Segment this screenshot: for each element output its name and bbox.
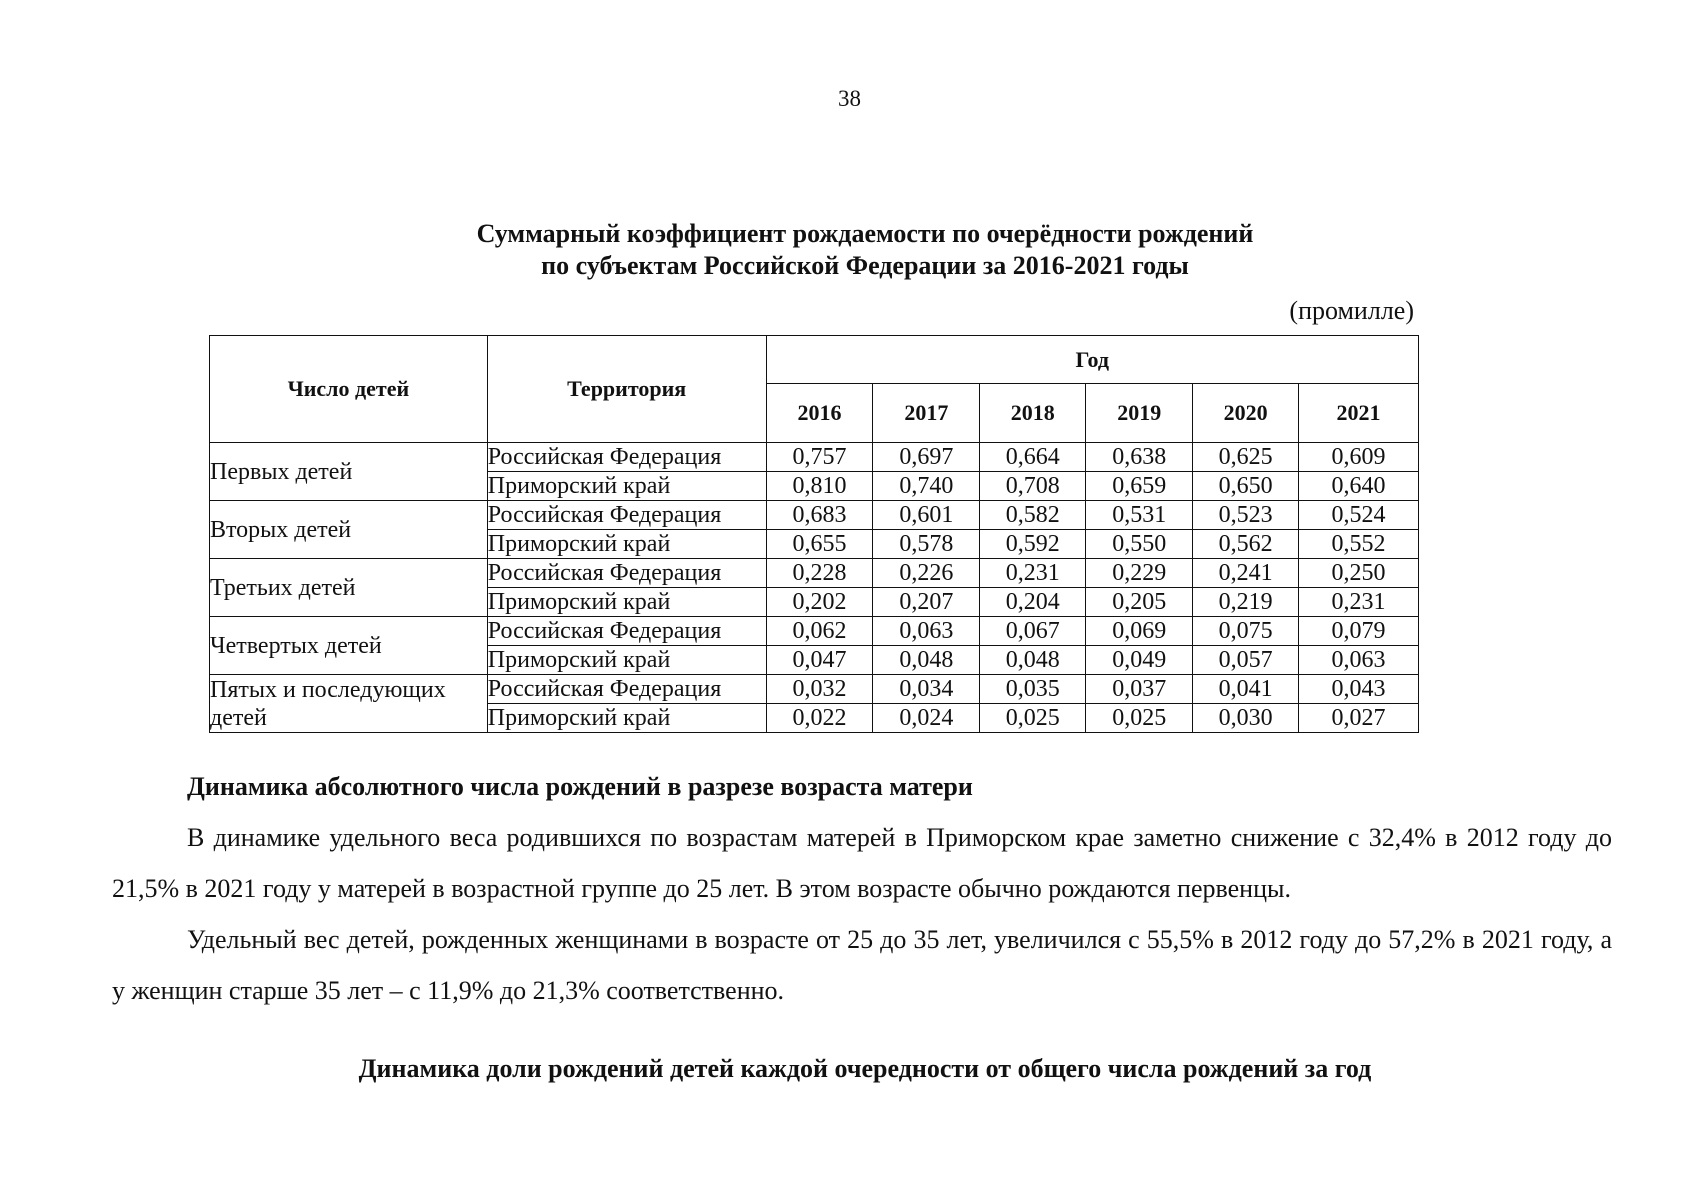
territory-cell: Приморский край bbox=[487, 530, 766, 559]
value-cell: 0,650 bbox=[1193, 472, 1299, 501]
bottom-heading: Динамика доли рождений детей каждой очередности от общего числа рождений за год bbox=[358, 1054, 1372, 1083]
header-year: 2018 bbox=[980, 384, 1086, 443]
value-cell: 0,640 bbox=[1299, 472, 1419, 501]
value-cell: 0,204 bbox=[980, 588, 1086, 617]
value-cell: 0,079 bbox=[1299, 617, 1419, 646]
value-cell: 0,057 bbox=[1193, 646, 1299, 675]
value-cell: 0,037 bbox=[1086, 675, 1193, 704]
value-cell: 0,810 bbox=[766, 472, 873, 501]
header-year: 2016 bbox=[766, 384, 873, 443]
value-cell: 0,205 bbox=[1086, 588, 1193, 617]
territory-cell: Приморский край bbox=[487, 588, 766, 617]
value-cell: 0,043 bbox=[1299, 675, 1419, 704]
value-cell: 0,030 bbox=[1193, 704, 1299, 733]
table-row bbox=[210, 501, 1419, 530]
value-cell: 0,683 bbox=[766, 501, 873, 530]
territory-cell: Российская Федерация bbox=[487, 443, 766, 472]
territory-cell: Российская Федерация bbox=[487, 617, 766, 646]
value-cell: 0,578 bbox=[873, 530, 980, 559]
value-cell: 0,226 bbox=[873, 559, 980, 588]
value-cell: 0,524 bbox=[1299, 501, 1419, 530]
value-cell: 0,562 bbox=[1193, 530, 1299, 559]
value-cell: 0,231 bbox=[980, 559, 1086, 588]
header-year: 2017 bbox=[873, 384, 980, 443]
territory-cell: Приморский край bbox=[487, 472, 766, 501]
header-year: 2021 bbox=[1299, 384, 1419, 443]
value-cell: 0,063 bbox=[873, 617, 980, 646]
value-cell: 0,069 bbox=[1086, 617, 1193, 646]
value-cell: 0,032 bbox=[766, 675, 873, 704]
table-row bbox=[210, 559, 1419, 588]
table-title bbox=[0, 218, 1699, 282]
value-cell: 0,250 bbox=[1299, 559, 1419, 588]
page-number: 38 bbox=[838, 86, 861, 111]
header-year: 2020 bbox=[1193, 384, 1299, 443]
value-cell: 0,049 bbox=[1086, 646, 1193, 675]
value-cell: 0,048 bbox=[980, 646, 1086, 675]
children-order-cell: Пятых и последующих детей bbox=[210, 675, 488, 733]
value-cell: 0,740 bbox=[873, 472, 980, 501]
value-cell: 0,550 bbox=[1086, 530, 1193, 559]
value-cell: 0,601 bbox=[873, 501, 980, 530]
children-order-cell: Четвертых детей bbox=[210, 617, 488, 675]
table-body bbox=[210, 443, 1419, 733]
header-year: 2019 bbox=[1086, 384, 1193, 443]
territory-cell: Приморский край bbox=[487, 704, 766, 733]
table-row bbox=[210, 675, 1419, 704]
children-order-cell: Третьих детей bbox=[210, 559, 488, 617]
value-cell: 0,024 bbox=[873, 704, 980, 733]
header-territory: Территория bbox=[487, 336, 766, 443]
territory-cell: Российская Федерация bbox=[487, 675, 766, 704]
table-row bbox=[210, 617, 1419, 646]
territory-cell: Российская Федерация bbox=[487, 559, 766, 588]
value-cell: 0,228 bbox=[766, 559, 873, 588]
value-cell: 0,655 bbox=[766, 530, 873, 559]
value-cell: 0,202 bbox=[766, 588, 873, 617]
value-cell: 0,697 bbox=[873, 443, 980, 472]
birth-rate-table bbox=[209, 335, 1419, 733]
value-cell: 0,025 bbox=[980, 704, 1086, 733]
value-cell: 0,035 bbox=[980, 675, 1086, 704]
territory-cell: Российская Федерация bbox=[487, 501, 766, 530]
paragraph-1: В динамике удельного веса родившихся по возрастам матерей в Приморском крае заметно снижение с 32,4% в 2012 году до 21,5% в 2021 году у матерей в возрастной группе до 25 лет. В этом возрасте обычно рождаются первенцы. bbox=[112, 823, 1612, 903]
value-cell: 0,625 bbox=[1193, 443, 1299, 472]
value-cell: 0,659 bbox=[1086, 472, 1193, 501]
table-title-line-1: Суммарный коэффициент рождаемости по очерёдности рождений bbox=[476, 219, 1254, 248]
paragraph-2: Удельный вес детей, рожденных женщинами в возрасте от 25 до 35 лет, увеличился с 55,5% в 2012 году до 57,2% в 2021 году, а у женщин старше 35 лет – с 11,9% до 21,3% соответственно. bbox=[112, 925, 1612, 1005]
value-cell: 0,062 bbox=[766, 617, 873, 646]
unit-note: (промилле) bbox=[1289, 296, 1414, 325]
value-cell: 0,047 bbox=[766, 646, 873, 675]
value-cell: 0,523 bbox=[1193, 501, 1299, 530]
value-cell: 0,609 bbox=[1299, 443, 1419, 472]
value-cell: 0,552 bbox=[1299, 530, 1419, 559]
value-cell: 0,034 bbox=[873, 675, 980, 704]
value-cell: 0,231 bbox=[1299, 588, 1419, 617]
value-cell: 0,063 bbox=[1299, 646, 1419, 675]
children-order-cell: Вторых детей bbox=[210, 501, 488, 559]
header-children-count: Число детей bbox=[210, 336, 488, 443]
value-cell: 0,207 bbox=[873, 588, 980, 617]
value-cell: 0,025 bbox=[1086, 704, 1193, 733]
value-cell: 0,241 bbox=[1193, 559, 1299, 588]
value-cell: 0,229 bbox=[1086, 559, 1193, 588]
value-cell: 0,022 bbox=[766, 704, 873, 733]
header-year-group: Год bbox=[766, 336, 1418, 384]
territory-cell: Приморский край bbox=[487, 646, 766, 675]
section-heading: Динамика абсолютного числа рождений в разрезе возраста матери bbox=[187, 772, 973, 801]
value-cell: 0,757 bbox=[766, 443, 873, 472]
value-cell: 0,048 bbox=[873, 646, 980, 675]
value-cell: 0,067 bbox=[980, 617, 1086, 646]
value-cell: 0,027 bbox=[1299, 704, 1419, 733]
value-cell: 0,219 bbox=[1193, 588, 1299, 617]
value-cell: 0,582 bbox=[980, 501, 1086, 530]
table-title-line-2: по субъектам Российской Федерации за 2016-2021 годы bbox=[541, 251, 1189, 280]
value-cell: 0,041 bbox=[1193, 675, 1299, 704]
value-cell: 0,664 bbox=[980, 443, 1086, 472]
value-cell: 0,592 bbox=[980, 530, 1086, 559]
value-cell: 0,638 bbox=[1086, 443, 1193, 472]
table-row bbox=[210, 443, 1419, 472]
children-order-cell: Первых детей bbox=[210, 443, 488, 501]
value-cell: 0,531 bbox=[1086, 501, 1193, 530]
value-cell: 0,708 bbox=[980, 472, 1086, 501]
value-cell: 0,075 bbox=[1193, 617, 1299, 646]
